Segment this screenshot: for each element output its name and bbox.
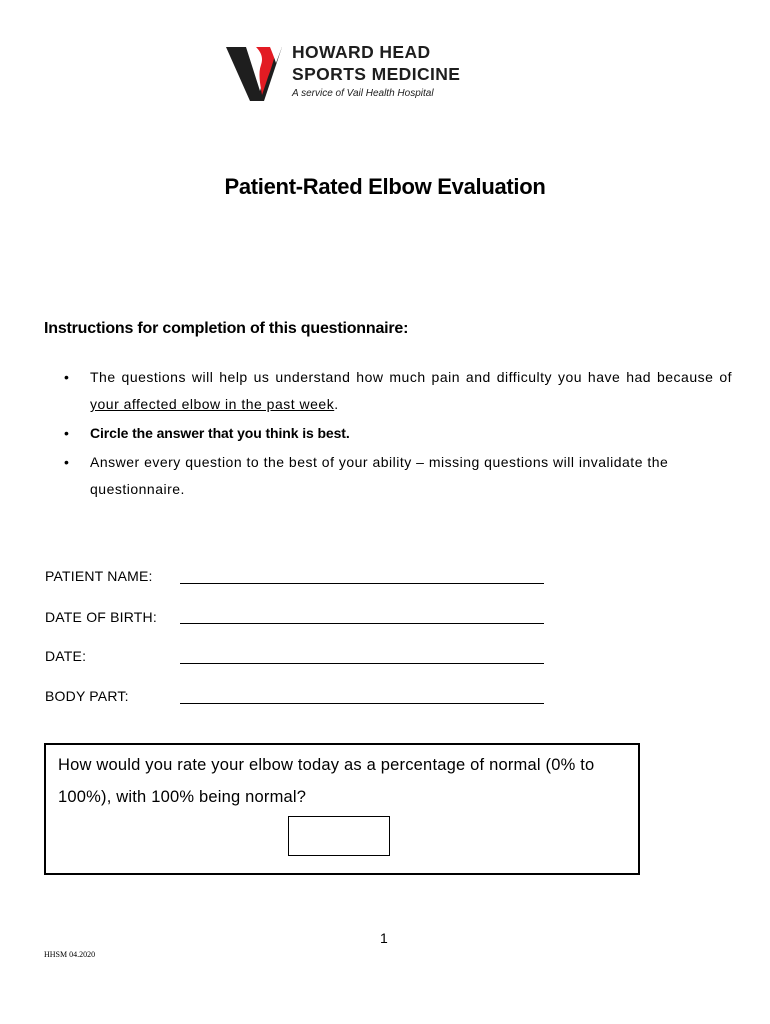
body-part-label: BODY PART: <box>45 688 129 704</box>
rating-percentage-input[interactable] <box>288 816 390 856</box>
date-of-birth-label: DATE OF BIRTH: <box>45 609 157 625</box>
instruction-text: The questions will help us understand how much pain and difficulty you have had because of <box>90 369 732 385</box>
date-of-birth-field[interactable] <box>180 623 544 624</box>
instructions-heading: Instructions for completion of this questionnaire: <box>44 320 409 337</box>
patient-name-label: PATIENT NAME: <box>45 568 153 584</box>
logo-tagline: A service of Vail Health Hospital <box>292 88 434 99</box>
howard-head-logo-icon <box>226 43 292 103</box>
form-code: HHSM 04.2020 <box>44 950 96 959</box>
document-title: Patient-Rated Elbow Evaluation <box>224 174 546 199</box>
instruction-text: Circle the answer that you think is best. <box>90 425 350 441</box>
instruction-item <box>64 420 732 447</box>
bullet-icon: • <box>64 425 70 441</box>
patient-name-field[interactable] <box>180 583 544 584</box>
body-part-field[interactable] <box>180 703 544 704</box>
instructions-list <box>64 364 732 505</box>
date-label: DATE: <box>45 648 87 664</box>
rating-question-box <box>44 743 640 875</box>
instruction-item: • The questions will help us understand how much pain and difficulty you have had because of your affected elbow in the past week. <box>64 364 732 418</box>
date-field[interactable] <box>180 663 544 664</box>
instruction-text: Answer every question to the best of your ability – missing questions will invalidate the questionnaire. <box>90 454 669 497</box>
instruction-item <box>64 449 732 503</box>
page-number: 1 <box>380 930 388 946</box>
instruction-emphasis: your affected elbow in the past week <box>90 396 335 412</box>
bullet-icon: • <box>64 369 70 385</box>
logo <box>226 40 496 104</box>
rating-question: How would you rate your elbow today as a percentage of normal (0% to 100%), with 100% being normal? <box>58 756 595 806</box>
logo-name-line1: HOWARD HEAD <box>292 42 431 62</box>
bullet-icon: • <box>64 454 70 470</box>
logo-name-line2: SPORTS MEDICINE <box>292 64 461 84</box>
